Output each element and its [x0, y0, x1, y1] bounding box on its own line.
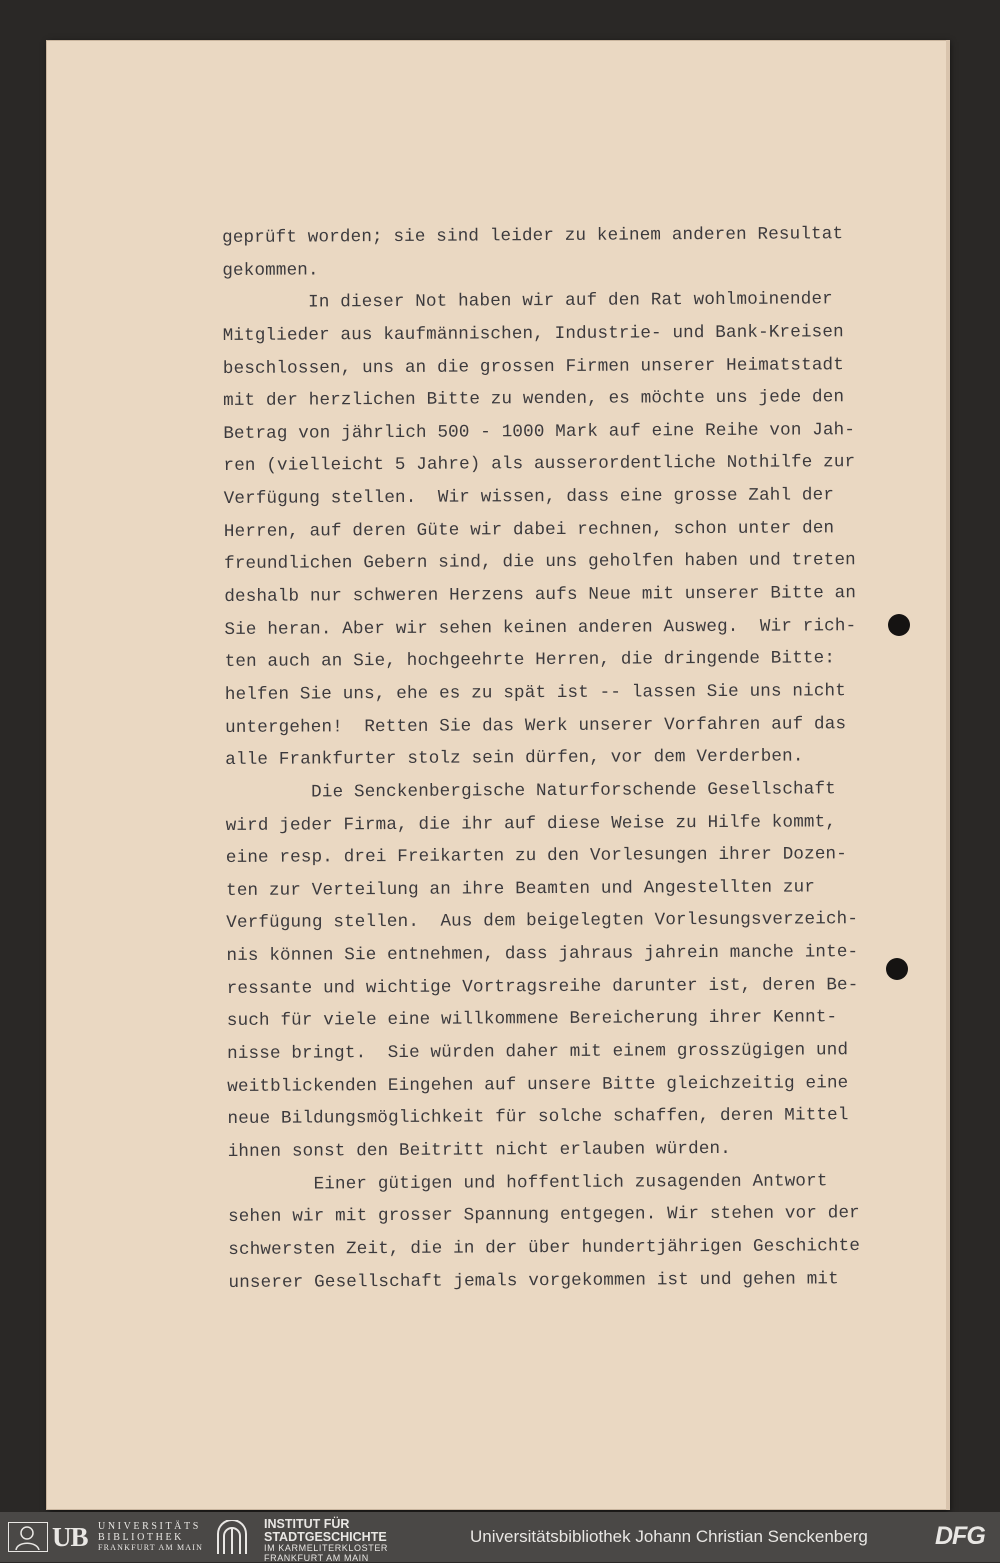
ub-line-2: BIBLIOTHEK [98, 1533, 203, 1544]
text-line: Betrag von jährlich 500 - 1000 Mark auf eine Reihe von Jah- [223, 414, 913, 451]
text-line: nis können Sie entnehmen, dass jahraus jahrein manche inte- [226, 936, 916, 973]
text-line: Herren, auf deren Güte wir dabei rechnen, schon unter den [224, 512, 914, 549]
isg-line-3: IM KARMELITERKLOSTER [264, 1544, 388, 1554]
text-line: ten zur Verteilung an ihre Beamten und Angestellten zur [226, 871, 916, 908]
text-line: unserer Gesellschaft jemals vorgekommen ist und gehen mit [228, 1262, 918, 1299]
text-line: eine resp. drei Freikarten zu den Vorlesungen ihrer Dozen- [226, 838, 916, 875]
text-line: neue Bildungsmöglichkeit für solche schaffen, deren Mittel [227, 1099, 917, 1136]
ub-line-3: FRANKFURT AM MAIN [98, 1543, 203, 1554]
text-line: Verfügung stellen. Aus dem beigelegten Vorlesungsverzeich- [226, 903, 916, 940]
text-line: such für viele eine willkommene Bereicherung ihrer Kennt- [227, 1001, 917, 1038]
text-line: ren (vielleicht 5 Jahre) als ausserordentliche Nothilfe zur [223, 446, 913, 483]
text-line: helfen Sie uns, ehe es zu spät ist -- lassen Sie uns nicht [225, 675, 915, 712]
text-line: alle Frankfurter stolz sein dürfen, vor dem Verderben. [225, 740, 915, 777]
isg-line-4: FRANKFURT AM MAIN [264, 1554, 388, 1563]
ub-line-1: UNIVERSITÄTS [98, 1522, 203, 1533]
text-line: beschlossen, uns an die grossen Firmen unserer Heimatstadt [223, 348, 913, 385]
text-line: schwersten Zeit, die in der über hundertjährigen Geschichte [228, 1230, 918, 1267]
footer-bar [0, 1512, 1000, 1562]
text-line: ihnen sonst den Beitritt nicht erlauben würden. [228, 1132, 918, 1169]
text-line: untergehen! Retten Sie das Werk unserer Vorfahren auf das [225, 707, 915, 744]
text-line: wird jeder Firma, die ihr auf diese Weise zu Hilfe kommt, [226, 805, 916, 842]
text-line: gekommen. [222, 250, 912, 287]
text-line: mit der herzlichen Bitte zu wenden, es möchte uns jede den [223, 381, 913, 418]
typewritten-text [222, 218, 919, 1299]
isg-name [264, 1518, 388, 1563]
text-line: Mitglieder aus kaufmännischen, Industrie- und Bank-Kreisen [223, 316, 913, 353]
isg-line-2: STADTGESCHICHTE [264, 1531, 388, 1544]
paper-edge [946, 40, 950, 1510]
dfg-logo[interactable]: DFG [935, 1522, 985, 1551]
isg-arch-icon[interactable] [214, 1520, 250, 1554]
ub-letters: UB [52, 1523, 88, 1551]
text-line: ressante und wichtige Vortragsreihe darunter ist, deren Be- [227, 969, 917, 1006]
library-name: Universitätsbibliothek Johann Christian Senckenberg [470, 1527, 868, 1547]
text-line: In dieser Not haben wir auf den Rat wohlmoinender [222, 283, 912, 320]
ub-name [98, 1522, 203, 1554]
text-line: weitblickenden Eingehen auf unsere Bitte gleichzeitig eine [227, 1066, 917, 1103]
ub-logo[interactable] [8, 1522, 94, 1552]
text-line: deshalb nur schweren Herzens aufs Neue mit unserer Bitte an [224, 577, 914, 614]
text-line: ten auch an Sie, hochgeehrte Herren, die dringende Bitte: [225, 642, 915, 679]
ub-portrait-icon [8, 1522, 48, 1552]
text-line: Einer gütigen und hoffentlich zusagenden Antwort [228, 1164, 918, 1201]
text-line: Sie heran. Aber wir sehen keinen anderen Ausweg. Wir rich- [224, 609, 914, 646]
text-line: Die Senckenbergische Naturforschende Gesellschaft [225, 773, 915, 810]
text-line: Verfügung stellen. Wir wissen, dass eine grosse Zahl der [224, 479, 914, 516]
text-line: geprüft worden; sie sind leider zu keinem anderen Resultat [222, 218, 912, 255]
isg-line-1: INSTITUT FÜR [264, 1518, 388, 1531]
text-line: nisse bringt. Sie würden daher mit einem grosszügigen und [227, 1034, 917, 1071]
text-line: freundlichen Gebern sind, die uns geholfen haben und treten [224, 544, 914, 581]
text-line: sehen wir mit grosser Spannung entgegen. Wir stehen vor der [228, 1197, 918, 1234]
